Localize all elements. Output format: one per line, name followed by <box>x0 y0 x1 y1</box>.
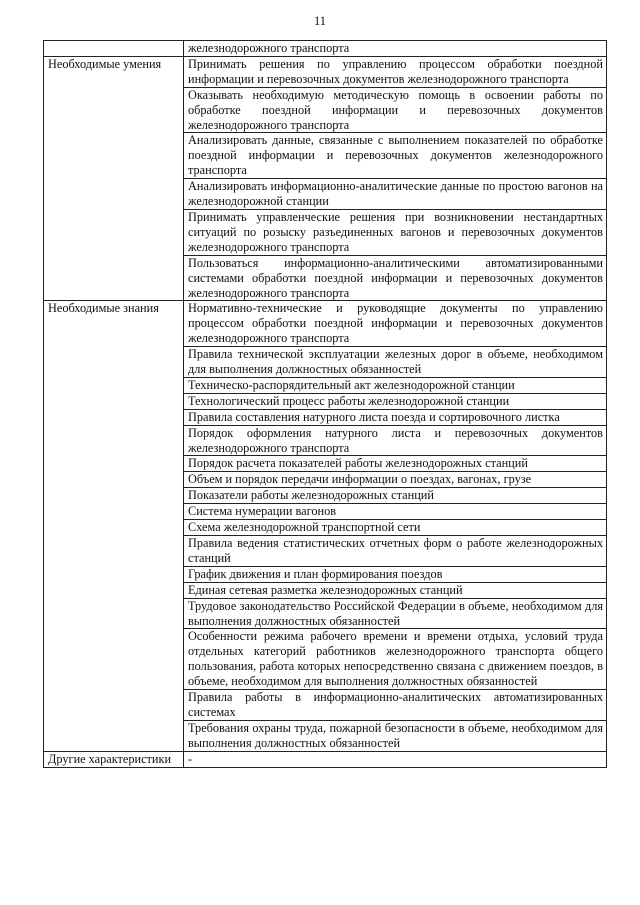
row-text: Принимать управленческие решения при возникновении нестандартных ситуаций по розыску разъединенных вагонов и перевозочных документов железнодорожного транспорта <box>184 209 607 255</box>
row-text: Техническо-распорядительный акт железнодорожной станции <box>184 377 607 393</box>
row-text: Правила работы в информационно-аналитических автоматизированных системах <box>184 690 607 721</box>
row-text: Порядок расчета показателей работы железнодорожных станций <box>184 456 607 472</box>
row-label: Другие характеристики <box>44 751 184 767</box>
row-text: Пользоваться информационно-аналитическими автоматизированными системами обработки поездной информации и перевозочных документов железнодорожного транспорта <box>184 255 607 301</box>
row-text: Оказывать необходимую методическую помощь в освоении работы по обработке поездной информации и перевозочных документов железнодорожного транспорта <box>184 87 607 133</box>
row-label: Необходимые умения <box>44 56 184 301</box>
knowledge-row <box>44 301 607 347</box>
row-text: Принимать решения по управлению процессом обработки поездной информации и перевозочных документов железнодорожного транспорта <box>184 56 607 87</box>
row-text: Технологический процесс работы железнодорожной станции <box>184 393 607 409</box>
row-text: Трудовое законодательство Российской Федерации в объеме, необходимом для выполнения должностных обязанностей <box>184 598 607 629</box>
skill-row <box>44 56 607 87</box>
row-text: График движения и план формирования поездов <box>184 566 607 582</box>
row-text: Система нумерации вагонов <box>184 504 607 520</box>
page-number: 11 <box>313 14 327 28</box>
row-text: Требования охраны труда, пожарной безопасности в объеме, необходимом для выполнения должностных обязанностей <box>184 720 607 751</box>
other-row <box>44 751 607 767</box>
continuation-row <box>44 41 607 57</box>
row-text: Схема железнодорожной транспортной сети <box>184 520 607 536</box>
row-text: Правила технической эксплуатации железных дорог в объеме, необходимом для выполнения должностных обязанностей <box>184 347 607 378</box>
row-text: железнодорожного транспорта <box>184 41 607 57</box>
row-text: Особенности режима рабочего времени и времени отдыха, условий труда отдельных категорий работников железнодорожного транспорта общего пользования, работа которых непосредственно связана с движением поездов, в объеме, необходимом для выполнения должностных обязанностей <box>184 629 607 690</box>
row-label <box>44 41 184 57</box>
row-text: Правила составления натурного листа поезда и сортировочного листка <box>184 409 607 425</box>
row-text: Порядок оформления натурного листа и перевозочных документов железнодорожного транспорта <box>184 425 607 456</box>
row-text: Нормативно-технические и руководящие документы по управлению процессом обработки поездной информации и перевозочных документов железнодорожного транспорта <box>184 301 607 347</box>
row-text: Анализировать информационно-аналитические данные по простою вагонов на железнодорожной станции <box>184 179 607 210</box>
row-label: Необходимые знания <box>44 301 184 751</box>
row-text: Правила ведения статистических отчетных форм о работе железнодорожных станций <box>184 536 607 567</box>
row-text: - <box>184 751 607 767</box>
row-text: Объем и порядок передачи информации о поездах, вагонах, грузе <box>184 472 607 488</box>
row-text: Показатели работы железнодорожных станций <box>184 488 607 504</box>
row-text: Анализировать данные, связанные с выполнением показателей по обработке поездной информации и перевозочных документов железнодорожного транспорта <box>184 133 607 179</box>
row-text: Единая сетевая разметка железнодорожных станций <box>184 582 607 598</box>
characteristics-table <box>43 40 607 768</box>
